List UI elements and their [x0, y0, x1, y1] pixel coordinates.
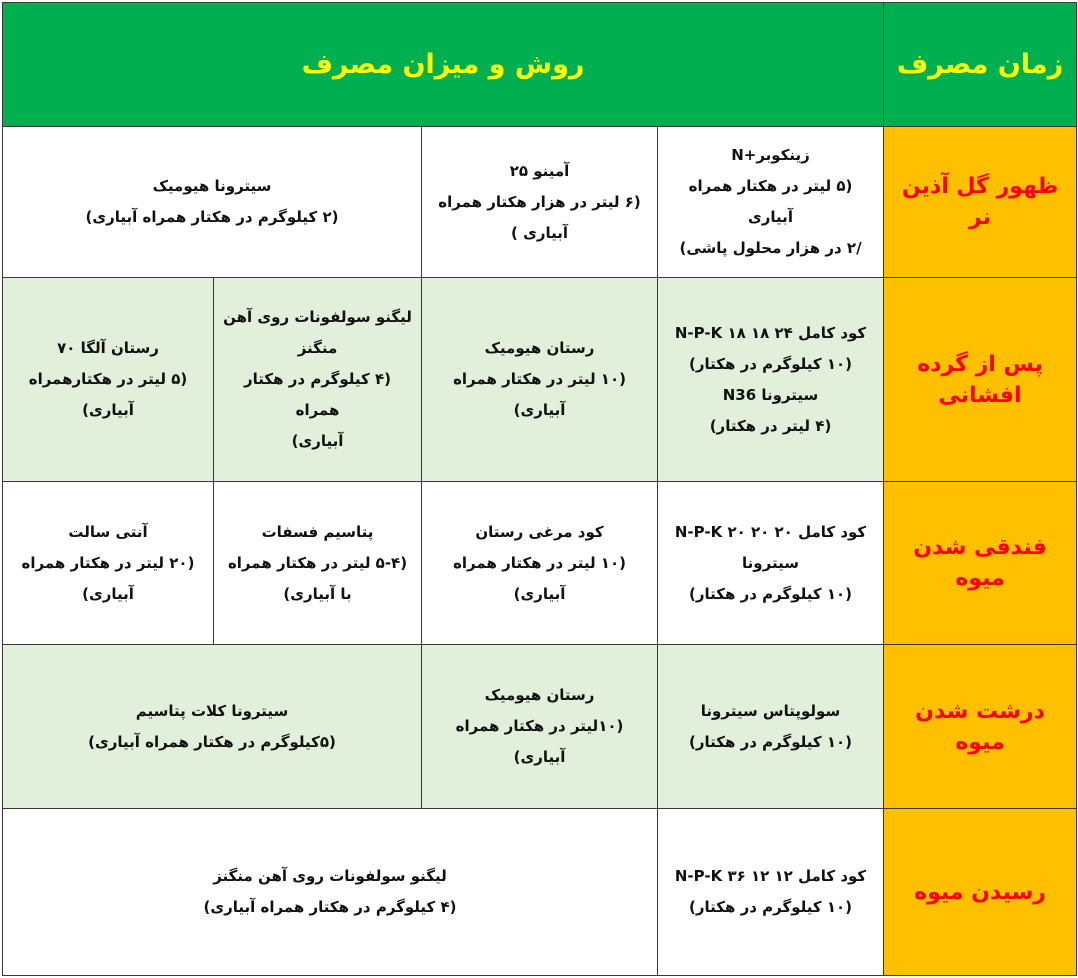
product-cell: سولوپتاس سیترونا (۱۰ کیلوگرم در هکتار)	[658, 645, 884, 809]
product-cell: سیترونا کلات پتاسیم (۵کیلوگرم در هکتار همراه آبیاری)	[3, 645, 422, 809]
product-cell: کود مرغی رستان (۱۰ لیتر در هکتار همراه آبیاری)	[422, 482, 658, 645]
product-cell: رستان آلگا ۷۰ (۵ لیتر در هکتارهمراه آبیاری)	[3, 278, 214, 482]
stage-label: فندقی شدن میوه	[884, 482, 1077, 645]
product-cell: زینکوبر+N (۵ لیتر در هکتار همراه آبیاری /۲ در هزار محلول پاشی)	[658, 127, 884, 278]
product-cell: رستان هیومیک (۱۰ لیتر در هکتار همراه آبیاری)	[422, 278, 658, 482]
fertilizer-schedule	[2, 2, 1076, 976]
schedule-row	[3, 278, 1077, 482]
header-method: روش و میزان مصرف	[3, 3, 884, 127]
product-cell: لیگنو سولفونات روی آهن منگنز (۴ کیلوگرم در هکتار همراه آبیاری)	[3, 809, 658, 976]
stage-label: درشت شدن میوه	[884, 645, 1077, 809]
product-cell: کود کامل N-P-K ۱۸ ۱۸ ۲۴ (۱۰ کیلوگرم در هکتار) سیترونا N36 (۴ لیتر در هکتار)	[658, 278, 884, 482]
schedule-row	[3, 127, 1077, 278]
stage-label: پس از گرده افشانی	[884, 278, 1077, 482]
stage-label: رسیدن میوه	[884, 809, 1077, 976]
product-cell: آمینو ۲۵ (۶ لیتر در هزار هکتار همراه آبیاری )	[422, 127, 658, 278]
schedule-row	[3, 809, 1077, 976]
product-cell: رستان هیومیک (۱۰لیتر در هکتار همراه آبیاری)	[422, 645, 658, 809]
product-cell: کود کامل N-P-K ۳۶ ۱۲ ۱۲ (۱۰ کیلوگرم در هکتار)	[658, 809, 884, 976]
product-cell: کود کامل N-P-K ۲۰ ۲۰ ۲۰ سیترونا (۱۰ کیلوگرم در هکتار)	[658, 482, 884, 645]
stage-label: ظهور گل آذین نر	[884, 127, 1077, 278]
schedule-table	[2, 2, 1077, 976]
header-time: زمان مصرف	[884, 3, 1077, 127]
schedule-row	[3, 482, 1077, 645]
product-cell: لیگنو سولفونات روی آهن منگنز (۴ کیلوگرم در هکتار همراه آبیاری)	[214, 278, 422, 482]
product-cell: آنتی سالت (۲۰ لیتر در هکتار همراه آبیاری)	[3, 482, 214, 645]
header-row	[3, 3, 1077, 127]
schedule-row	[3, 645, 1077, 809]
product-cell: سیترونا هیومیک (۲ کیلوگرم در هکتار همراه آبیاری)	[3, 127, 422, 278]
product-cell: پتاسیم فسفات (۵-۴ لیتر در هکتار همراه با آبیاری)	[214, 482, 422, 645]
